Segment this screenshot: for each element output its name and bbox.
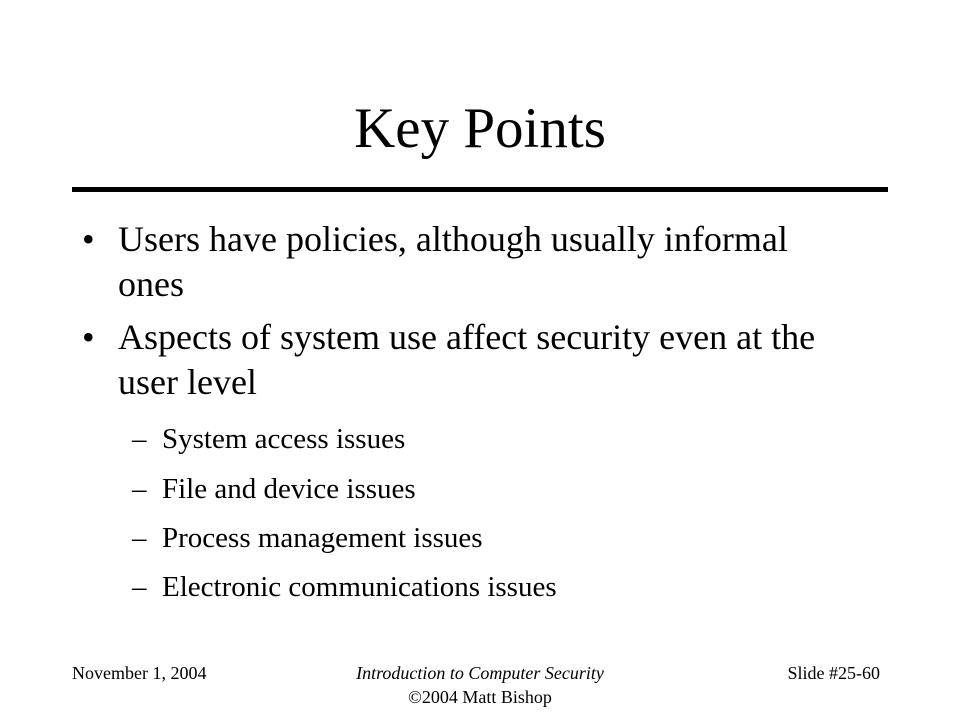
- sub-bullet-text: System access issues: [162, 423, 406, 455]
- footer-course-title: Introduction to Computer Security: [356, 663, 604, 683]
- footer-course-info: [330, 661, 630, 709]
- sub-bullet-item: [132, 471, 862, 507]
- bullet-marker: •: [82, 219, 95, 259]
- sub-bullet-item: [132, 421, 862, 457]
- sub-bullet-item: [132, 520, 862, 556]
- bullet-text: Users have policies, although usually informal ones: [118, 219, 788, 304]
- sub-bullet-text: Electronic communications issues: [162, 571, 557, 603]
- sub-bullet-marker: –: [132, 423, 147, 455]
- bullet-item: [82, 315, 858, 405]
- bullet-item: [82, 217, 858, 307]
- footer-copyright: ©2004 Matt Bishop: [408, 687, 552, 707]
- sub-bullet-marker: –: [132, 473, 147, 505]
- sub-bullet-text: Process management issues: [162, 522, 483, 554]
- bullet-text: Aspects of system use affect security even at the user level: [118, 317, 816, 402]
- footer-slide-number: Slide #25-60: [787, 663, 880, 683]
- slide-title: Key Points: [354, 97, 606, 160]
- sub-bullet-marker: –: [132, 571, 147, 603]
- bullet-marker: •: [82, 317, 95, 357]
- footer-date: November 1, 2004: [72, 663, 207, 683]
- sub-bullet-item: [132, 569, 862, 605]
- sub-bullet-text: File and device issues: [162, 473, 416, 505]
- sub-bullet-marker: –: [132, 522, 147, 554]
